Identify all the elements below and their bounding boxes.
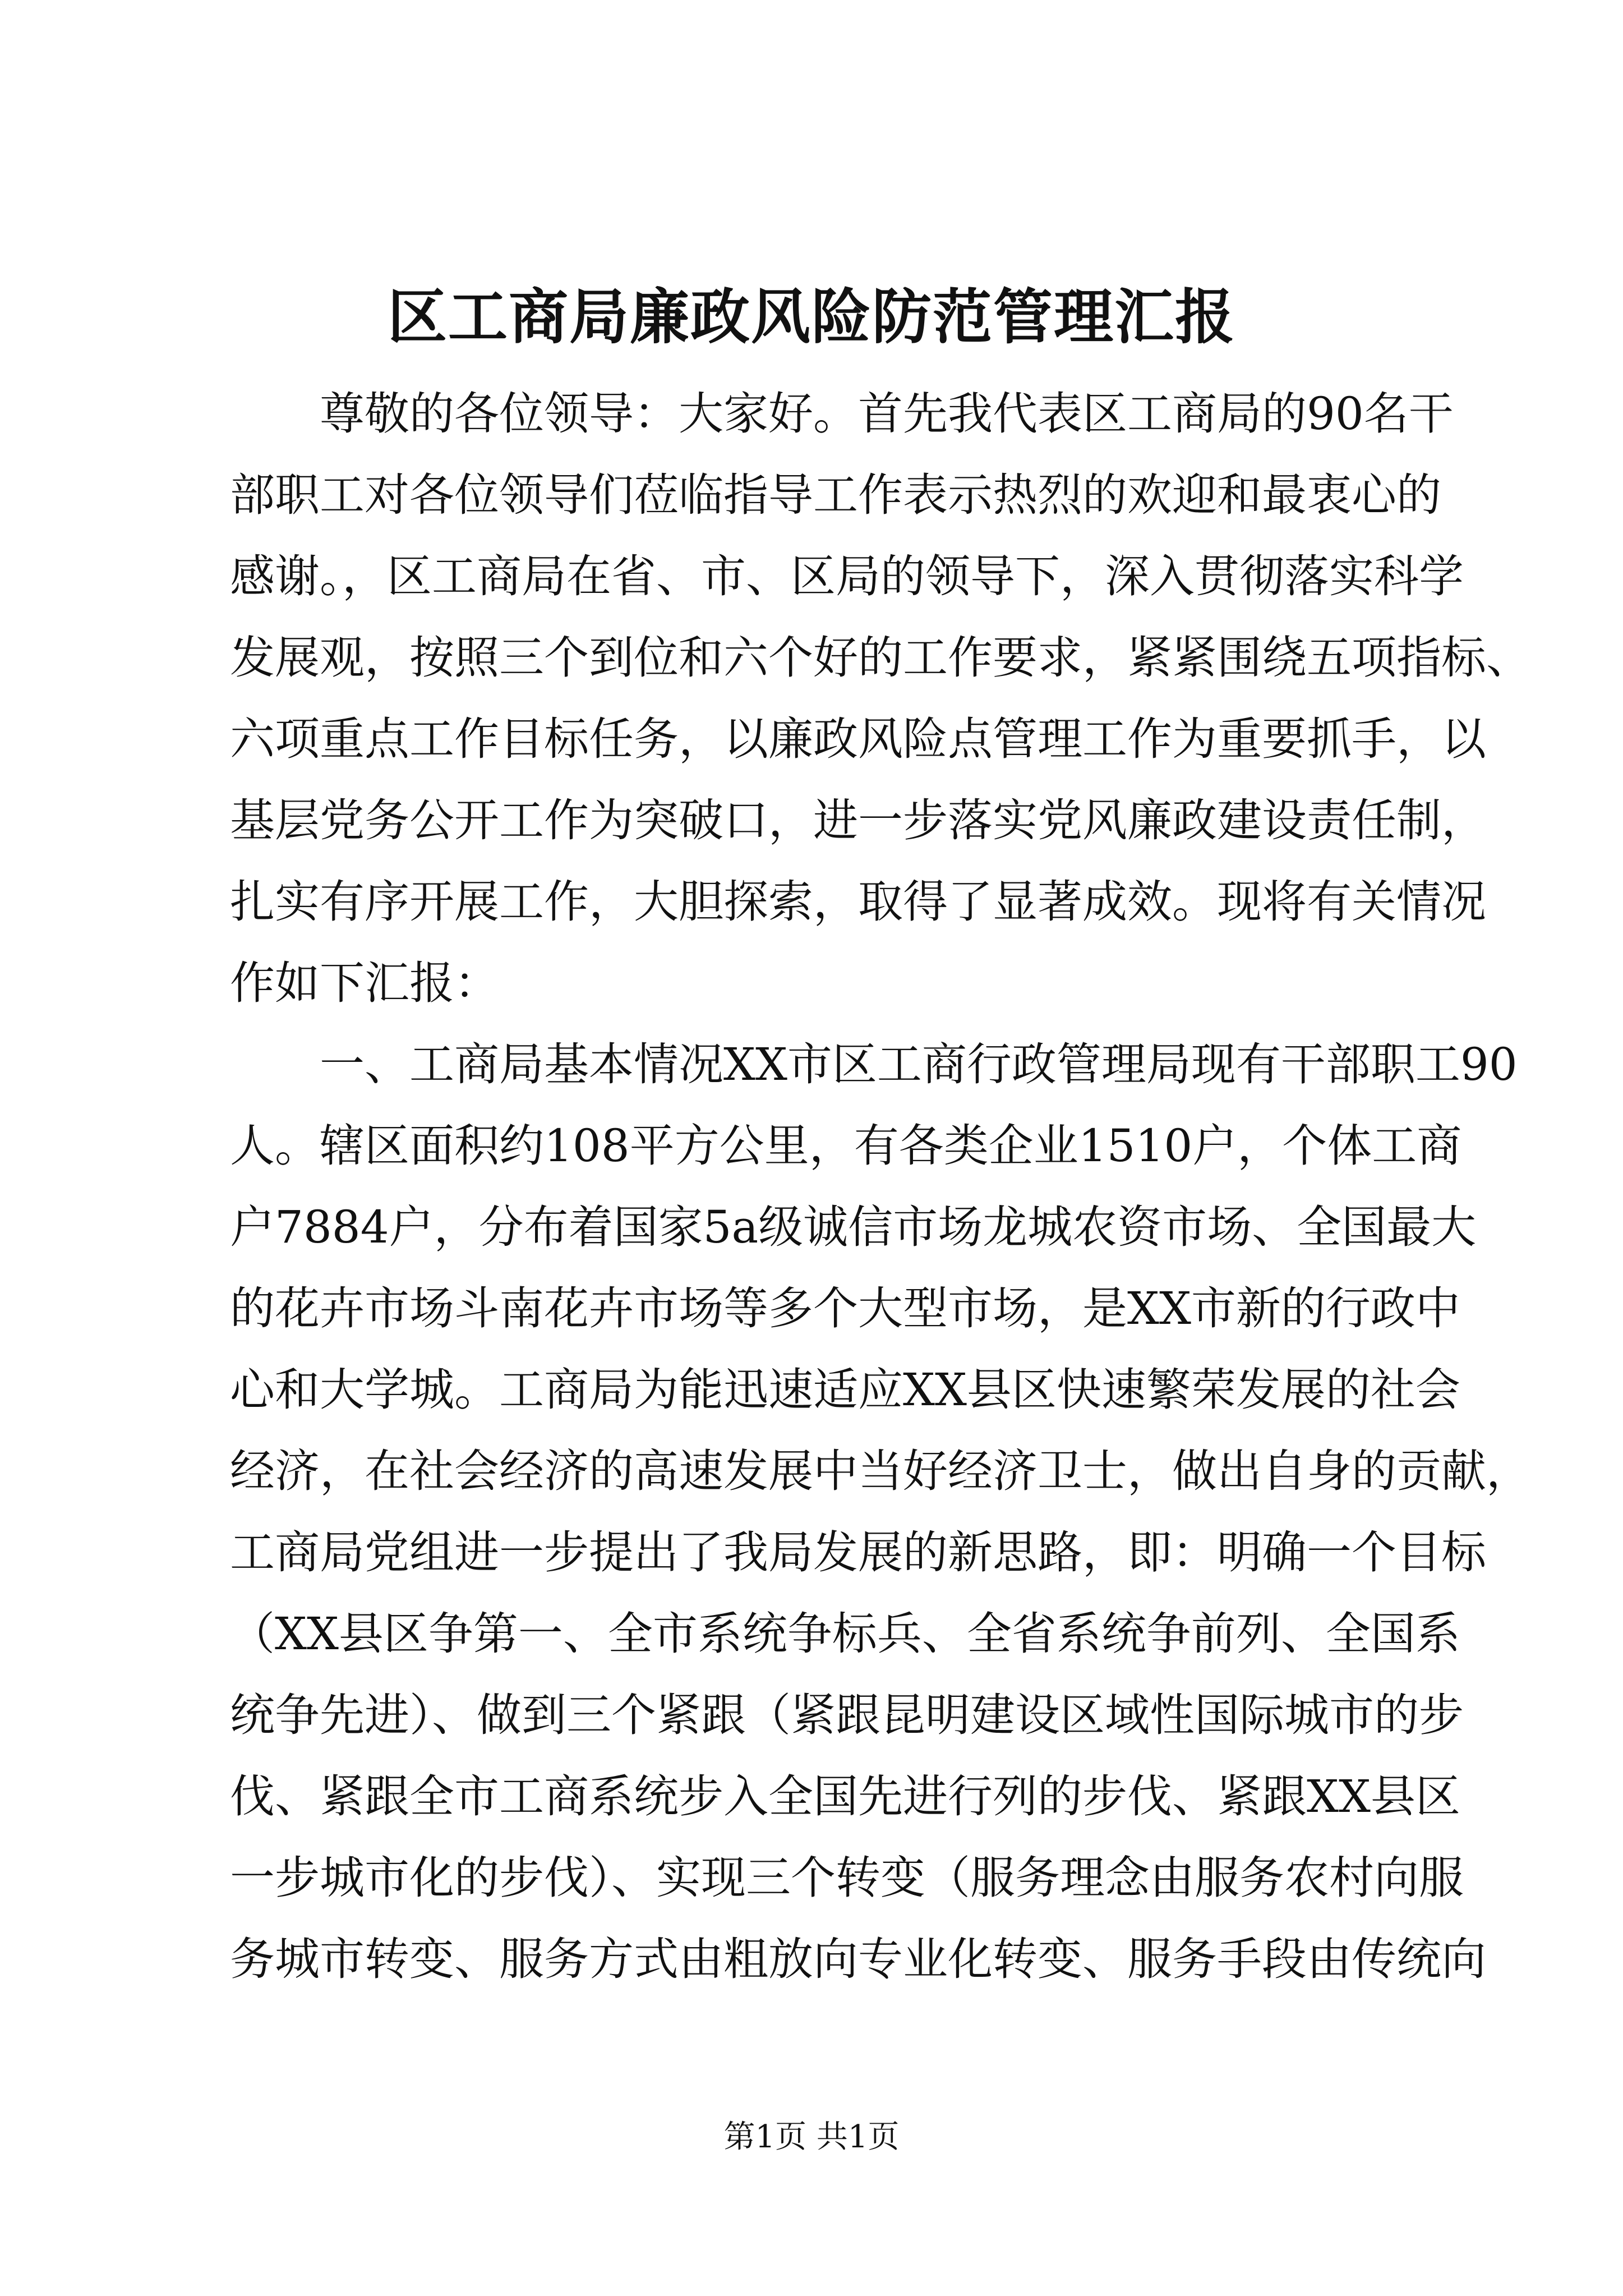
paragraph-2-line-7: 工商局党组进一步提出了我局发展的新思路，即：明确一个目标 [230, 1526, 1486, 1579]
paragraph-2-line-10: 伐、紧跟全市工商系统步入全国先进行列的步伐、紧跟XX县区 [230, 1770, 1460, 1823]
document-title: 区工商局廉政风险防范管理汇报 [388, 282, 1235, 352]
document-body [230, 373, 1531, 2000]
paragraph-2-line-12: 务城市转变、服务方式由粗放向专业化转变、服务手段由传统向 [230, 1933, 1486, 1985]
paragraph-2-line-5: 心和大学城。工商局为能迅速适应XX县区快速繁荣发展的社会 [230, 1364, 1460, 1416]
paragraph-1-line-3: 感谢。，区工商局在省、市、区局的领导下，深入贯彻落实科学 [230, 550, 1464, 602]
paragraph-1-line-4: 发展观，按照三个到位和六个好的工作要求，紧紧围绕五项指标、 [230, 632, 1531, 684]
paragraph-2-line-9: 统争先进）、做到三个紧跟（紧跟昆明建设区域性国际城市的步 [230, 1689, 1464, 1741]
paragraph-1-line-6: 基层党务公开工作为突破口，进一步落实党风廉政建设责任制， [230, 794, 1486, 846]
paragraph-1-line-5: 六项重点工作目标任务，以廉政风险点管理工作为重要抓手，以 [230, 713, 1486, 765]
paragraph-1-line-1: 尊敬的各位领导：大家好。首先我代表区工商局的90名干 [320, 388, 1454, 440]
paragraph-1-line-2: 部职工对各位领导们莅临指导工作表示热烈的欢迎和最衷心的 [230, 469, 1441, 521]
paragraph-2-line-6: 经济，在社会经济的高速发展中当好经济卫士，做出自身的贡献， [230, 1445, 1531, 1497]
paragraph-2-line-3: 户7884户，分布着国家5a级诚信市场龙城农资市场、全国最大 [230, 1201, 1477, 1253]
paragraph-2-line-11: 一步城市化的步伐）、实现三个转变（服务理念由服务农村向服 [230, 1852, 1464, 1904]
page-footer: 第1页 共1页 [723, 2119, 900, 2155]
paragraph-2-line-4: 的花卉市场斗南花卉市场等多个大型市场，是XX市新的行政中 [230, 1282, 1460, 1335]
paragraph-1-line-8: 作如下汇报： [230, 957, 499, 1009]
paragraph-1-line-7: 扎实有序开展工作，大胆探索，取得了显著成效。现将有关情况 [230, 876, 1486, 928]
paragraph-2-line-8: （XX县区争第一、全市系统争标兵、全省系统争前列、全国系 [230, 1608, 1460, 1660]
paragraph-2-line-2: 人。辖区面积约108平方公里，有各类企业1510户，个体工商 [230, 1120, 1462, 1172]
paragraph-2-line-1: 一、工商局基本情况XX市区工商行政管理局现有干部职工90 [320, 1038, 1518, 1091]
